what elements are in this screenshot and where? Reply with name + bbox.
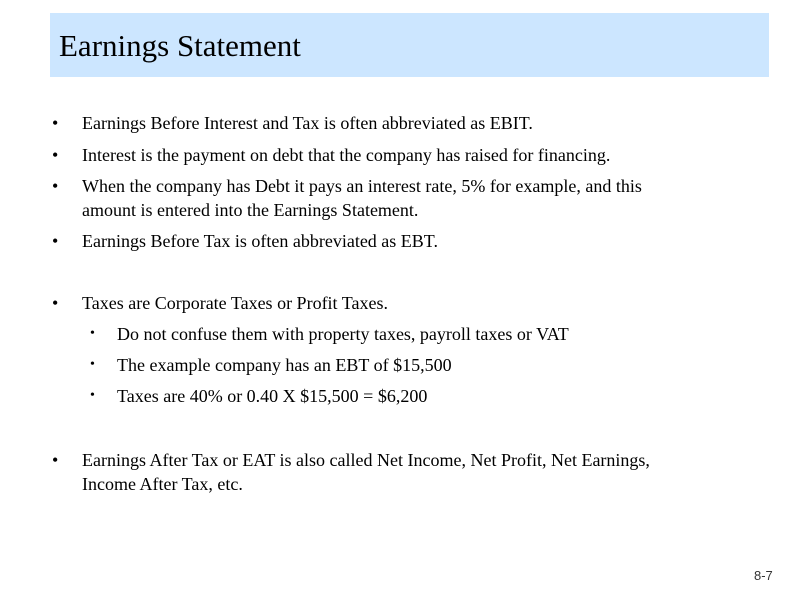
bullet-text: Earnings Before Tax is often abbreviated as EBT.	[82, 231, 438, 251]
bullet-text: Taxes are Corporate Taxes or Profit Taxes.	[82, 293, 388, 313]
slide-title: Earnings Statement	[59, 28, 301, 63]
bullet-text: Interest is the payment on debt that the company has raised for financing.	[82, 145, 611, 165]
bullet-text: When the company has Debt it pays an interest rate, 5% for example, and this	[82, 176, 642, 196]
bullet-text: The example company has an EBT of $15,500	[117, 355, 452, 375]
bullet-dot-icon: •	[52, 113, 59, 133]
bullet-text: Taxes are 40% or 0.40 X $15,500 = $6,200	[117, 386, 428, 406]
bullet-dot-icon: •	[52, 176, 59, 196]
bullet-dot-icon: •	[90, 326, 95, 341]
bullet-text: Earnings Before Interest and Tax is often abbreviated as EBIT.	[82, 113, 533, 133]
bullet-dot-icon: •	[52, 231, 59, 251]
bullet-dot-icon: •	[90, 357, 95, 372]
bullet-dot-icon: •	[52, 145, 59, 165]
page-number: 8-7	[754, 568, 773, 583]
bullet-text: Earnings After Tax or EAT is also called Net Income, Net Profit, Net Earnings,	[82, 450, 650, 470]
bullet-dot-icon: •	[52, 450, 59, 470]
bullet-text: amount is entered into the Earnings Statement.	[82, 200, 419, 220]
bullet-dot-icon: •	[90, 388, 95, 403]
bullet-dot-icon: •	[52, 293, 59, 313]
bullet-text: Do not confuse them with property taxes, payroll taxes or VAT	[117, 324, 569, 344]
bullet-text: Income After Tax, etc.	[82, 474, 243, 494]
